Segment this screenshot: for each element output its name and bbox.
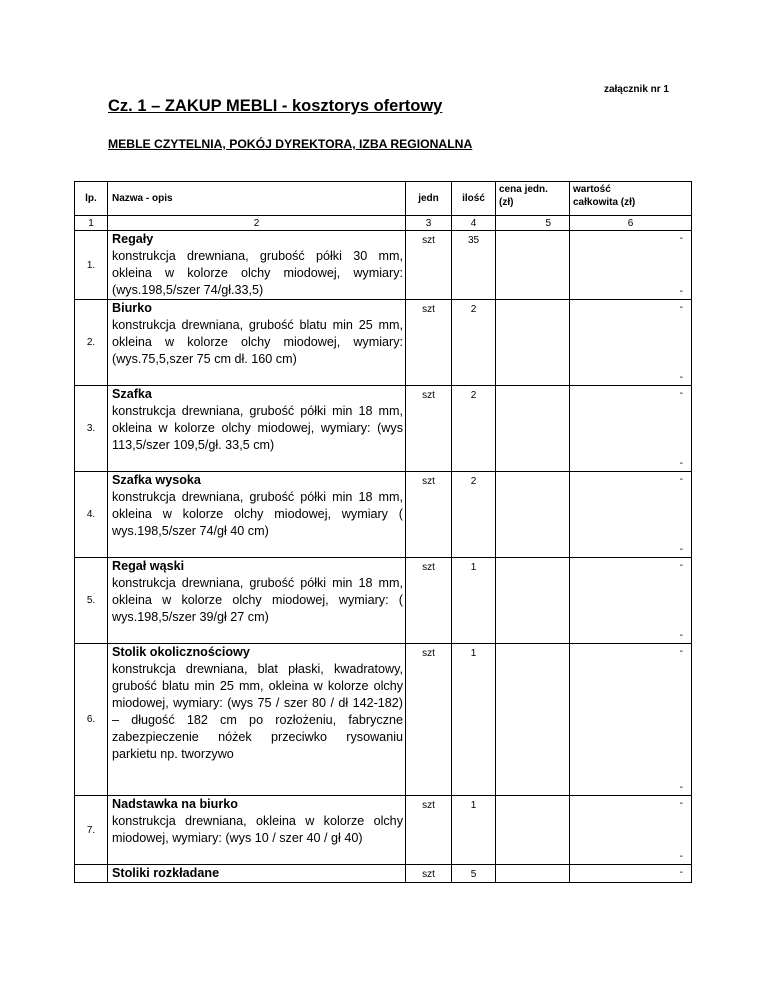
item-unit-price [496, 865, 570, 883]
item-name: Biurko [112, 301, 152, 315]
item-name: Szafka wysoka [112, 473, 201, 487]
item-total-value-bottom: - [679, 372, 683, 383]
item-description: konstrukcja drewniana, grubość półki min 18 mm, okleina w kolorze olchy miodowej, wymiary: ( wys.198,5/szer 39/gł 27 cm) [112, 576, 403, 624]
item-total-value-bottom: - [679, 851, 683, 862]
item-total-value-top: - [679, 560, 683, 571]
item-description: konstrukcja drewniana, okleina w kolorze olchy miodowej, wymiary: (wys 10 / szer 40 / gł 40) [112, 814, 403, 845]
table-row [75, 386, 692, 472]
column-number: 5 [496, 216, 570, 231]
table-row [75, 472, 692, 558]
item-total-value-top: - [679, 867, 683, 878]
item-total-value-bottom: - [679, 630, 683, 641]
document-subtitle: MEBLE CZYTELNIA, POKÓJ DYREKTORA, IZBA REGIONALNA [108, 137, 473, 151]
item-unit-price [496, 300, 570, 386]
item-total-value-top: - [679, 302, 683, 313]
item-number: 7. [75, 796, 108, 865]
item-number [75, 865, 108, 883]
item-name: Nadstawka na biurko [112, 797, 238, 811]
document-title: Cz. 1 – ZAKUP MEBLI - kosztorys ofertowy [108, 97, 443, 115]
item-unit: szt [406, 865, 452, 883]
item-quantity: 1 [452, 558, 496, 644]
item-description: konstrukcja drewniana, grubość półki min 18 mm, okleina w kolorze olchy miodowej, wymiary ( wys.198,5/szer 74/gł 40 cm) [112, 490, 403, 538]
item-unit: szt [406, 231, 452, 300]
item-total-value-top: - [679, 646, 683, 657]
item-total-value-top: - [679, 233, 683, 244]
item-quantity: 5 [452, 865, 496, 883]
item-number: 3. [75, 386, 108, 472]
item-total-value-bottom: - [679, 544, 683, 555]
item-total-value-top: - [679, 798, 683, 809]
item-name: Szafka [112, 387, 152, 401]
item-unit-price [496, 644, 570, 796]
item-quantity: 35 [452, 231, 496, 300]
item-total-value [570, 796, 692, 865]
table-row [75, 300, 692, 386]
item-total-value-bottom: - [679, 286, 683, 297]
item-total-value-top: - [679, 474, 683, 485]
item-quantity: 2 [452, 386, 496, 472]
header-unit: jedn [406, 182, 452, 216]
column-number: 1 [75, 216, 108, 231]
item-number: 5. [75, 558, 108, 644]
table-row [75, 231, 692, 300]
item-total-value [570, 644, 692, 796]
item-total-value [570, 472, 692, 558]
item-unit: szt [406, 796, 452, 865]
item-number: 1. [75, 231, 108, 300]
item-unit-price [496, 472, 570, 558]
item-unit-price [496, 231, 570, 300]
header-unit-price-line1: cena jedn. [499, 184, 548, 195]
item-total-value-top: - [679, 388, 683, 399]
item-description-cell [108, 558, 406, 644]
item-description-cell [108, 644, 406, 796]
item-name: Regały [112, 232, 154, 246]
item-total-value [570, 558, 692, 644]
item-quantity: 1 [452, 644, 496, 796]
header-lp: lp. [75, 182, 108, 216]
item-number: 2. [75, 300, 108, 386]
item-description: konstrukcja drewniana, grubość półki min 18 mm, okleina w kolorze olchy miodowej, wymiary: (wys 113,5/szer 109,5/gł. 33,5 cm) [112, 404, 403, 452]
header-total-value [570, 182, 692, 216]
item-description-cell [108, 231, 406, 300]
item-quantity: 1 [452, 796, 496, 865]
item-unit: szt [406, 300, 452, 386]
table-header-row [75, 182, 692, 216]
item-number: 4. [75, 472, 108, 558]
item-description-cell [108, 300, 406, 386]
header-unit-price-line2: (zł) [499, 197, 514, 208]
item-description: konstrukcja drewniana, grubość półki 30 mm, okleina w kolorze olchy miodowej, wymiary: (wys.198,5/szer 74/gł.33,5) [112, 249, 403, 297]
column-number: 6 [570, 216, 692, 231]
item-description-cell [108, 472, 406, 558]
item-unit-price [496, 558, 570, 644]
header-unit-price [496, 182, 570, 216]
item-unit: szt [406, 386, 452, 472]
item-total-value-bottom: - [679, 782, 683, 793]
item-description-cell [108, 865, 406, 883]
item-unit: szt [406, 558, 452, 644]
item-total-value [570, 231, 692, 300]
column-number: 3 [406, 216, 452, 231]
header-qty: ilość [452, 182, 496, 216]
item-description: konstrukcja drewniana, grubość blatu min 25 mm, okleina w kolorze olchy miodowej, wymiary: (wys.75,5,szer 75 cm dł. 160 cm) [112, 318, 403, 366]
item-quantity: 2 [452, 472, 496, 558]
table-row [75, 644, 692, 796]
item-name: Stoliki rozkładane [112, 866, 220, 880]
column-number-row [75, 216, 692, 231]
cost-estimate-table [74, 181, 692, 883]
table-row [75, 558, 692, 644]
table-row [75, 796, 692, 865]
item-total-value [570, 865, 692, 883]
item-total-value [570, 386, 692, 472]
item-unit-price [496, 796, 570, 865]
item-description-cell [108, 796, 406, 865]
column-number: 4 [452, 216, 496, 231]
item-name: Regał wąski [112, 559, 185, 573]
column-number: 2 [108, 216, 406, 231]
header-name: Nazwa - opis [108, 182, 406, 216]
item-unit-price [496, 386, 570, 472]
item-description-cell [108, 386, 406, 472]
annex-label: załącznik nr 1 [603, 84, 669, 95]
item-name: Stolik okolicznościowy [112, 645, 250, 659]
item-total-value [570, 300, 692, 386]
item-number: 6. [75, 644, 108, 796]
item-description: konstrukcja drewniana, blat płaski, kwadratowy, grubość blatu min 25 mm, okleina w kolorze olchy miodowej, wymiary: (wys 75 / szer 80 / dł 142-182) – długość 182 cm po rozłożeniu, fabryczne zabezpieczenie nóżek przeciwko rysowaniu parkietu np. tworzywo [112, 662, 403, 761]
item-total-value-bottom: - [679, 458, 683, 469]
header-total-value-line1: wartość [573, 184, 611, 195]
table-row [75, 865, 692, 883]
header-total-value-line2: całkowita (zł) [573, 197, 636, 208]
item-unit: szt [406, 644, 452, 796]
item-quantity: 2 [452, 300, 496, 386]
item-unit: szt [406, 472, 452, 558]
